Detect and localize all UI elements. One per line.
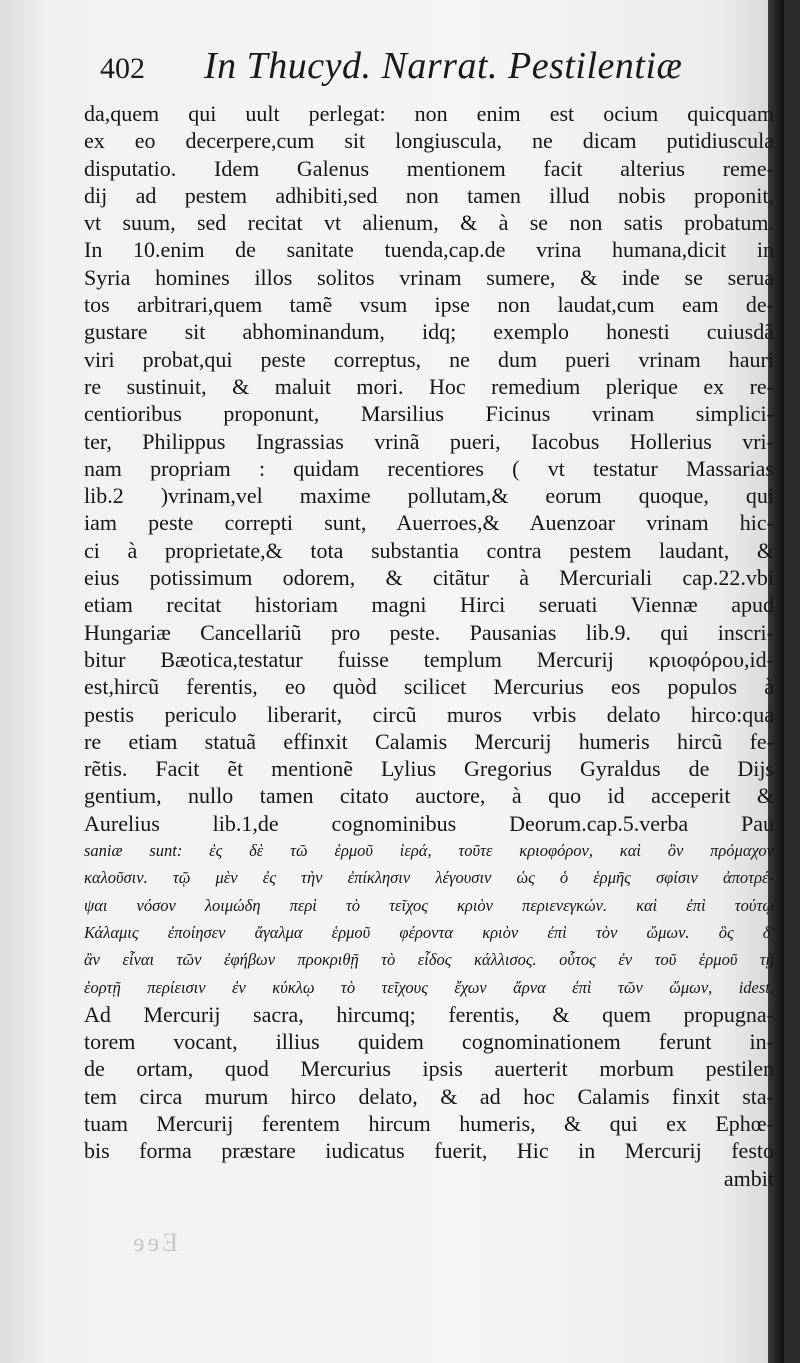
text-line: eius potissimum odorem, & citãtur à Mercuriali cap.22.vbi <box>84 565 774 591</box>
greek-text-line: καλοῦσιν. τῷ μὲν ἐς τὴν ἐπίκλησιν λέγουσιν ὡς ὁ ἑρμῆς σφίσιν ἀποτρέ- <box>84 868 774 888</box>
text-line: da,quem qui uult perlegat: non enim est ocium quicquam <box>84 101 774 126</box>
text-line: gentium, nullo tamen citato auctore, à quo id acceperit & <box>84 783 774 809</box>
text-line: de ortam, quod Mercurius ipsis auerterit morbum pestilen <box>84 1056 774 1082</box>
text-line: bis forma præstare iudicatus fuerit, Hic in Mercurij festo <box>84 1138 774 1164</box>
text-body <box>84 100 774 1192</box>
text-line: vt suum, sed recitat vt alienum, & à se non satis probatum. <box>84 210 774 236</box>
text-line: viri probat,qui peste correptus, ne dum pueri vrinam hauri <box>84 346 774 372</box>
page-number: 402 <box>100 52 145 85</box>
text-line: bitur Bæotica,testatur fuisse templum Mercurij κριοφόρου,id- <box>84 646 774 672</box>
text-line: gustare sit abhominandum, idq; exemplo honesti cuiusdã <box>84 319 774 345</box>
greek-text-line: Κάλαμις ἐποίησεν ἄγαλμα ἑρμοῦ φέροντα κριὸν ἐπὶ τὸν ὤμων. ὃς δ' <box>84 922 774 942</box>
text-line: torem vocant, illius quidem cognominationem ferunt in- <box>84 1029 774 1055</box>
catchword: ambit <box>723 1165 774 1191</box>
text-line: etiam recitat historiam magni Hirci seruati Viennæ apud <box>84 592 774 618</box>
text-line: centioribus proponunt, Marsilius Ficinus vrinam simplici- <box>84 401 774 427</box>
text-line: nam propriam : quidam recentiores ( vt testatur Massarias <box>84 455 774 481</box>
text-line: est,hircũ ferentis, eo quòd scilicet Mercurius eos populos à <box>84 674 774 700</box>
text-line: rẽtis. Facit ẽt mentionẽ Lylius Gregorius Gyraldus de Dijs <box>84 756 774 782</box>
greek-text-line: ἑορτῇ περίεισιν ἐν κύκλῳ τὸ τεῖχους ἔχων ἄρνα ἐπὶ τῶν ὤμων, idest, <box>84 977 774 997</box>
text-line: re sustinuit, & maluit mori. Hoc remedium plerique ex re- <box>84 373 774 399</box>
text-line: tuam Mercurij ferentem hircum humeris, & qui ex Ephœ- <box>84 1110 774 1136</box>
text-line: disputatio. Idem Galenus mentionem facit alterius reme- <box>84 155 774 181</box>
text-line: dij ad pestem adhibiti,sed non tamen illud nobis proponit, <box>84 182 774 208</box>
page-header <box>100 44 780 100</box>
greek-text-line: ψαι νόσον λοιμώδη περὶ τὸ τεῖχος κριὸν περιενεγκών. καὶ ἐπὶ τούτῳ <box>84 895 774 915</box>
text-line: pestis periculo liberarit, circũ muros vrbis delato hirco:qua <box>84 701 774 727</box>
text-line: re etiam statuã effinxit Calamis Mercurij humeris hircũ fe- <box>84 728 774 754</box>
text-line: ex eo decerpere,cum sit longiuscula, ne dicam putidiuscula <box>84 128 774 154</box>
running-title: In Thucyd. Narrat. Pestilentiæ <box>204 45 683 87</box>
text-line: ci à proprietate,& tota substantia contra pestem laudant, & <box>84 537 774 563</box>
text-line: ter, Philippus Ingrassias vrinã pueri, Iacobus Hollerius vri- <box>84 428 774 454</box>
greek-text-line: saniæ sunt: ἐς δὲ τῶ ἑρμοῦ ἱερά, τοῦτε κριοφόρον, καὶ ὃν πρόμαχον <box>84 841 774 861</box>
text-line: tos arbitrari,quem tamẽ vsum ipse non laudat,cum eam de- <box>84 292 774 318</box>
text-line: Ad Mercurij sacra, hircumq; ferentis, & quem propugna- <box>84 1001 774 1027</box>
text-line: lib.2 )vrinam,vel maxime pollutam,& eorum quoque, qui <box>84 483 774 509</box>
text-line: iam peste correpti sunt, Auerroes,& Auenzoar vrinam hic- <box>84 510 774 536</box>
text-line: tem circa murum hirco delato, & ad hoc Calamis finxit sta- <box>84 1083 774 1109</box>
greek-text-line: ἂν εἶναι τῶν ἐφήβων προκριθῇ τὸ εἶδος κάλλισος. οὗτος ἐν τοῦ ἑρμοῦ τῇ <box>84 950 774 970</box>
bleed-through-mark: Eee <box>130 1228 178 1257</box>
text-line: Hungariæ Cancellariũ pro peste. Pausanias lib.9. qui inscri- <box>84 619 774 645</box>
text-line: In 10.enim de sanitate tuenda,cap.de vrina humana,dicit in <box>84 237 774 263</box>
text-line: Aurelius lib.1,de cognominibus Deorum.cap.5.verba Pau <box>84 810 774 836</box>
text-line: Syria homines illos solitos vrinam sumere, & inde se serua <box>84 264 774 290</box>
